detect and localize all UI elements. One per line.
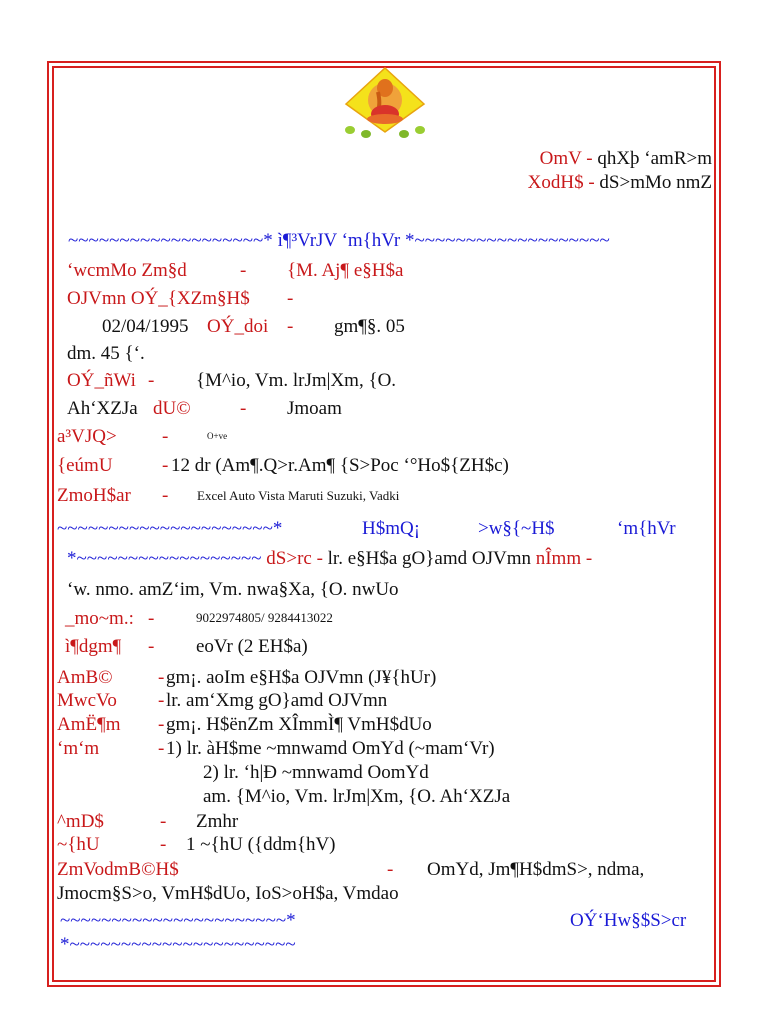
field-bloodgroup-label: a³VJQ>: [57, 426, 117, 447]
om-label: OmV: [539, 148, 582, 169]
father-value: lr. e§H$a gO}amd OJVmn: [327, 548, 531, 569]
birth-date: 02/04/1995: [102, 316, 189, 337]
maternal-uncle-label: ‘m‘m: [57, 738, 100, 759]
uncle-label: MwcVo: [57, 690, 117, 711]
occupation-label: ì¶dgm¶: [65, 636, 122, 657]
field-name-label: ‘wcmMo Zm§d: [67, 260, 187, 281]
field-birthplace-label: OÝ_ñWi: [67, 370, 136, 391]
relatives-value: OmYd, Jm¶H$dmS>, ndma,: [427, 859, 645, 880]
field-job-label: ZmoH$ar: [57, 485, 131, 506]
father-label: dS>rc: [266, 548, 312, 569]
ganesha-logo: [338, 66, 432, 144]
sister-value: 1 ~{hU ({ddm{hV): [186, 834, 336, 855]
sister-label: ~{hU: [57, 834, 100, 855]
section1-title: ì¶³VrJV ‘m{hVr: [277, 230, 401, 251]
uncle-value: lr. am‘Xmg gO}amd OJVmn: [166, 690, 388, 711]
field-education-label: {eúmU: [57, 455, 113, 476]
field-birthtime-value: gm¶§. 05: [334, 316, 405, 337]
mother-value: gm¡. aoIm e§H$a OJVmn (J¥{hUr): [166, 667, 437, 688]
field-birthplace-value: {M^io, Vm. lrJm|Xm, {O.: [196, 370, 397, 391]
maternal-uncle-address: am. {M^io, Vm. lrJm|Xm, {O. Ah‘XZJa: [203, 786, 511, 807]
section2-title-3: ‘m{hVr: [617, 518, 676, 539]
relatives-value-2: Jmocm§S>o, VmH$dUo, IoS>oH$a, Vmdao: [57, 883, 399, 904]
kuldev-line: XodH$ - dS>mMo nmZ: [527, 172, 712, 193]
aunt-value: gm¡. H$ënZm XÎmmÌ¶ VmH$dUo: [166, 714, 432, 735]
birthplace-continued: Ah‘XZJa: [67, 398, 138, 419]
section1-heading: ~~~~~~~~~~~~~~~~~~~* ì¶³VrJV ‘m{hVr *~~~~~~~~~~~~~~~~~~~: [68, 230, 610, 251]
address-value: ‘w. nmo. amZ‘im, Vm. nwa§Xa, {O. nwUo: [67, 579, 399, 600]
field-job-value: Excel Auto Vista Maruti Suzuki, Vadki: [197, 488, 400, 503]
maternal-uncle-value-2: 2) lr. ‘h|Ð ~mnwamd OomYd: [203, 762, 429, 783]
footer-divider: ~~~~~~~~~~~~~~~~~~~~~~*: [60, 910, 296, 931]
address-label: nÎmm: [535, 548, 582, 569]
brother-value: Zmhr: [196, 811, 239, 832]
field-bloodgroup-value: O+ve: [207, 431, 228, 441]
field-birthtime-label: OÝ_doi: [207, 316, 269, 337]
section2-title-1: H$mQ¡: [362, 518, 421, 539]
birthtime-continued: dm. 45 {‘.: [67, 343, 145, 364]
occupation-value: eoVr (2 EH$a): [196, 636, 308, 657]
relatives-label: ZmVodmB©H$: [57, 859, 179, 880]
field-complexion-label: dU©: [153, 398, 191, 419]
field-education-value: 12 dr (Am¶.Q>r.Am¶ {S>Poc ‘°Ho${ZH$c): [171, 455, 509, 476]
aunt-label: AmË¶m: [57, 714, 121, 735]
kuldev-value: dS>mMo nmZ: [599, 172, 712, 193]
om-value: qhXþ ‘amR>m: [597, 148, 712, 169]
section2-divider: ~~~~~~~~~~~~~~~~~~~~~*: [57, 518, 283, 539]
brother-label: ^mD$: [57, 811, 104, 832]
mobile-label: _mo~m.:: [65, 608, 134, 629]
mother-label: AmB©: [57, 667, 113, 688]
om-line: OmV - qhXþ ‘amR>m: [539, 148, 712, 169]
field-complexion-value: Jmoam: [287, 398, 342, 419]
maternal-uncle-value: 1) lr. àH$me ~mnwamd OmYd (~mam‘Vr): [166, 738, 495, 759]
field-birthdate-label: OJVmn OÝ_{XZm§H$: [67, 288, 250, 309]
footer-divider-2: *~~~~~~~~~~~~~~~~~~~~~~: [60, 934, 296, 955]
kuldev-label: XodH$: [527, 172, 584, 193]
footer-title: OÝ‘Hw§$S>cr: [570, 910, 687, 931]
field-name-value: {M. Aj¶ e§H$a: [287, 260, 404, 281]
mobile-value: 9022974805/ 9284413022: [196, 610, 333, 625]
section2-title-2: >w§{~H$: [478, 518, 555, 539]
father-line: *~~~~~~~~~~~~~~~~~~ dS>rc - lr. e§H$a gO}amd OJVmn nÎmm -: [67, 548, 593, 569]
